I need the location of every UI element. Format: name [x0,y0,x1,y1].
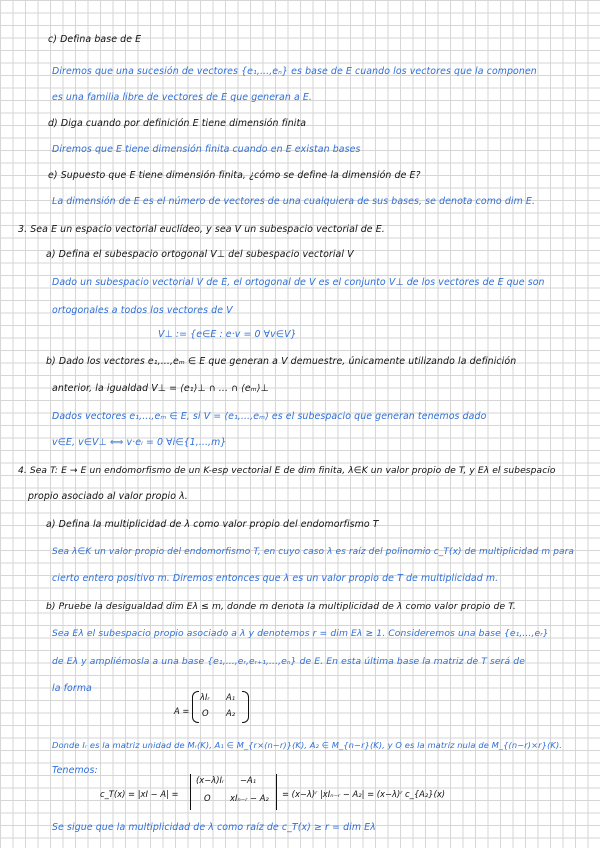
q4b-answer-line1: Sea Eλ el subespacio propio asociado a λ y denotemos r = dim Eλ ≥ 1. Consideremos una base {e₁,...,eᵣ} [52,628,549,639]
question-3-statement: 3. Sea E un espacio vectorial euclídeo, y sea V un subespacio vectorial de E. [18,224,385,235]
char-poly-cell-22: xIₙ₋ᵣ − A₂ [230,793,269,803]
item-c-label: c) Defina base de E [48,34,142,45]
matrix-a-cell-12: A₁ [226,692,236,702]
q3a-answer-line1: Dado un subespacio vectorial V de E, el ortogonal de V es el conjunto V⊥ de los vectores de E que son [52,277,545,288]
q4a-answer-line1: Sea λ∈K un valor propio del endomorfismo T, en cuyo caso λ es raíz del polinomio c_T(x) de multiplicidad m para [52,547,575,557]
matrix-a-right-bracket [242,691,249,723]
matrix-a-cell-22: A₂ [226,708,236,718]
char-poly-rhs: = (x−λ)ʳ |xIₙ₋ᵣ − A₂| = (x−λ)ʳ c_{A₂}(x) [282,789,446,799]
matrix-a-cell-21: O [202,708,209,718]
char-poly-lhs: c_T(x) = |xI − A| = [100,789,179,799]
item-c-answer-line2: es una familia libre de vectores de E que generan a E. [52,92,313,103]
item-d-label: d) Diga cuando por definición E tiene dimensión finita [48,118,307,129]
q4b-answer-line4: Donde Iᵣ es la matriz unidad de Mᵣ(K), A₁ ∈ M_{r×(n−r)}(K), A₂ ∈ M_{n−r}(K), y O es la matriz nula de M_{(n−r)×r}(K). [52,740,563,750]
matrix-a-left-bracket [192,691,199,723]
matrix-a-cell-11: λIᵣ [200,692,210,702]
q4a-answer-line2: cierto entero positivo m. Diremos entonces que λ es un valor propio de T de multiplicidad m. [52,573,499,584]
q3a-answer-line2: ortogonales a todos los vectores de V [52,305,233,316]
q3b-answer-line2: v∈E, v∈V⊥ ⟺ v·eᵢ = 0 ∀i∈{1,...,m} [52,437,227,448]
q3a-formula: V⊥ := {e∈E : e·v = 0 ∀v∈V} [158,329,297,340]
item-e-label: e) Supuesto que E tiene dimensión finita, ¿cómo se define la dimensión de E? [48,170,421,181]
q4b-answer-line5: Tenemos: [52,765,98,776]
char-poly-cell-12: −A₁ [240,775,257,785]
q4b-answer-line3: la forma [52,683,92,694]
q3a-label: a) Defina el subespacio ortogonal V⊥ del subespacio vectorial V [46,249,354,260]
item-c-answer-line1: Diremos que una sucesión de vectores {e₁,...,eₙ} es base de E cuando los vectores que la componen [52,66,537,77]
q4b-answer-line2: de Eλ y ampliémosla a una base {e₁,...,eᵣ,eᵣ₊₁,...,eₙ} de E. En esta última base la matriz de T será de [52,656,525,667]
matrix-a-name: A = [174,706,190,716]
char-poly-cell-11: (x−λ)Iᵣ [196,775,225,785]
determinant-left-bar [190,774,191,810]
q3b-label-line2: anterior, la igualdad V⊥ = ⟨e₁⟩⊥ ∩ ... ∩ ⟨eₘ⟩⊥ [52,383,269,394]
q3b-answer-line1: Dados vectores e₁,...,eₘ ∈ E, si V = ⟨e₁,...,eₘ⟩ es el subespacio que generan tenemos dado [52,411,487,422]
item-d-answer: Diremos que E tiene dimensión finita cuando en E existan bases [52,144,361,155]
q4b-conclusion: Se sigue que la multiplicidad de λ como raíz de c_T(x) ≥ r = dim Eλ [52,822,376,833]
determinant-right-bar [276,774,277,810]
q3b-label-line1: b) Dado los vectores e₁,...,eₘ ∈ E que generan a V demuestre, únicamente utilizando la definición [46,356,517,367]
item-e-answer: La dimensión de E es el número de vectores de una cualquiera de sus bases, se denota como dim E. [52,196,536,207]
char-poly-cell-21: O [204,793,211,803]
q4b-label: b) Pruebe la desigualdad dim Eλ ≤ m, donde m denota la multiplicidad de λ como valor propio de T. [46,601,516,612]
q4a-label: a) Defina la multiplicidad de λ como valor propio del endomorfismo T [46,519,379,530]
question-4-statement-line2: propio asociado al valor propio λ. [28,491,188,502]
question-4-statement-line1: 4. Sea T: E → E un endomorfismo de un K-esp vectorial E de dim finita, λ∈K un valor propio de T, y Eλ el subespacio [18,466,556,476]
